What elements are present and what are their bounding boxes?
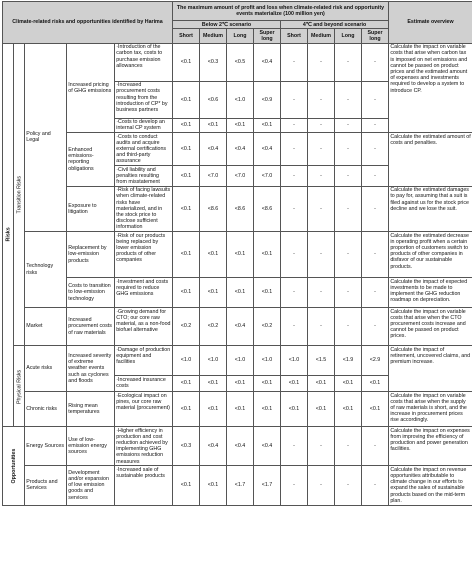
risk-description: ·Increased insurance costs xyxy=(115,376,173,392)
risk-item: Rising mean temperatures xyxy=(67,392,115,427)
value-cell: - xyxy=(308,427,335,466)
table-body xyxy=(3,43,473,505)
group-physical-risks xyxy=(14,346,25,427)
value-cell: <1.7 xyxy=(254,466,281,505)
value-cell: <0.4 xyxy=(200,133,227,166)
value-cell: <0.1 xyxy=(335,376,362,392)
value-cell: <0.1 xyxy=(200,392,227,427)
category-chronic-risks: Chronic risks xyxy=(25,392,67,427)
value-cell: <0.4 xyxy=(200,427,227,466)
value-cell: <0.1 xyxy=(362,376,389,392)
value-cell: - xyxy=(308,186,335,231)
category-market: Market xyxy=(25,308,67,346)
value-cell: - xyxy=(362,166,389,187)
value-cell: <0.1 xyxy=(254,278,281,308)
risk-item: Use of low-emission energy sources xyxy=(67,427,115,466)
value-cell: <0.2 xyxy=(254,308,281,346)
value-cell: <0.1 xyxy=(281,376,308,392)
group-physical-risks-label: Physical Risks xyxy=(15,368,22,404)
value-cell: <0.3 xyxy=(200,43,227,81)
estimate-overview: Calculate the impact on expenses from improving the efficiency of production and power generation facilities. xyxy=(389,427,472,466)
value-cell: <0.1 xyxy=(173,466,200,505)
value-cell: <0.1 xyxy=(200,278,227,308)
value-cell: <0.1 xyxy=(200,376,227,392)
value-cell: <0.1 xyxy=(227,376,254,392)
value-cell: <0.1 xyxy=(254,118,281,132)
group-opportunities-label: Opportunities xyxy=(10,448,17,484)
header-medium: Medium xyxy=(200,29,227,43)
value-cell: <0.4 xyxy=(254,133,281,166)
group-risks xyxy=(3,43,14,426)
table-row xyxy=(3,346,473,376)
value-cell: - xyxy=(335,278,362,308)
risk-description: ·Ecological impact on pines, our core raw material (procurement) xyxy=(115,392,173,427)
value-cell: - xyxy=(281,133,308,166)
risk-description: ·Damage of production equipment and facilities xyxy=(115,346,173,376)
value-cell: - xyxy=(308,133,335,166)
category-technology-risks: Technology risks xyxy=(25,232,67,308)
header-4c: 4℃ and beyond scenario xyxy=(281,21,389,29)
value-cell: - xyxy=(281,43,308,81)
climate-risk-table xyxy=(2,1,472,506)
risk-description: ·Costs to develop an internal CP system xyxy=(115,118,173,132)
value-cell: <0.5 xyxy=(227,43,254,81)
category-products-services: Products and Services xyxy=(25,466,67,505)
estimate-overview: Calculate the impact on variable costs that arise when the supply of raw materials is short, and the increase in procurement prices rise accordingly. xyxy=(389,392,472,427)
value-cell: <0.4 xyxy=(227,133,254,166)
value-cell: - xyxy=(335,427,362,466)
value-cell: - xyxy=(335,43,362,81)
value-cell: <0.4 xyxy=(254,427,281,466)
value-cell: - xyxy=(281,118,308,132)
table-row xyxy=(3,427,473,466)
risk-item: Enhanced emissions-reporting obligations xyxy=(67,133,115,187)
value-cell: <1.0 xyxy=(173,346,200,376)
risk-description: ·Risk of facing lawsuits when climate-related risks have materialized, and in the stock price to disclose sufficient information xyxy=(115,186,173,231)
header-short: Short xyxy=(281,29,308,43)
value-cell: <0.3 xyxy=(173,427,200,466)
value-cell: <1.5 xyxy=(308,346,335,376)
value-cell: - xyxy=(335,166,362,187)
value-cell: <0.1 xyxy=(254,392,281,427)
estimate-overview: Calculate the impact of expected investments to be made to implement the GHG reduction roadmap on depreciation. xyxy=(389,278,472,308)
category-policy-legal: Policy and Legal xyxy=(25,43,67,231)
value-cell: - xyxy=(281,232,308,278)
estimate-overview: Calculate the impact on variable costs that arise when carbon tax is imposed on net emissions and cannot be passed on product prices and the estimated amount of expenses and investments required to develop a system to introduce CP. xyxy=(389,43,472,132)
value-cell: - xyxy=(308,232,335,278)
value-cell: - xyxy=(281,186,308,231)
category-energy-sources: Energy Sources xyxy=(25,427,67,466)
header-short: Short xyxy=(173,29,200,43)
risk-description: ·Growing demand for CTO; our core raw material, as a non-food biofuel alternative xyxy=(115,308,173,346)
value-cell: <1.7 xyxy=(227,466,254,505)
group-opportunities xyxy=(3,427,25,505)
group-risks-label: Risks xyxy=(4,227,11,242)
header-superlong: Super long xyxy=(254,29,281,43)
header-superlong: Super long xyxy=(362,29,389,43)
value-cell: - xyxy=(362,278,389,308)
value-cell: <1.0 xyxy=(281,346,308,376)
value-cell: - xyxy=(308,43,335,81)
value-cell: - xyxy=(281,166,308,187)
value-cell: - xyxy=(335,118,362,132)
value-cell: - xyxy=(362,118,389,132)
value-cell: <0.1 xyxy=(254,376,281,392)
value-cell: - xyxy=(362,133,389,166)
value-cell: <0.1 xyxy=(173,133,200,166)
risk-description: ·Investment and costs required to reduce GHG emissions xyxy=(115,278,173,308)
risk-item: Replacement by low-emission products xyxy=(67,232,115,278)
value-cell: - xyxy=(362,186,389,231)
value-cell: <0.2 xyxy=(173,308,200,346)
category-acute-risks: Acute risks xyxy=(25,346,67,392)
value-cell: - xyxy=(362,43,389,81)
value-cell: <0.1 xyxy=(308,376,335,392)
value-cell: <0.1 xyxy=(173,43,200,81)
value-cell: - xyxy=(335,81,362,118)
header-long: Long xyxy=(335,29,362,43)
estimate-overview: Calculate the estimated damages to pay for, assuming that a suit is filed against us for the stock price decline and we lose the suit. xyxy=(389,186,472,231)
estimate-overview: Calculate the impact on revenue opportunities attributable to climate change in our efforts to expand the sales of sustainable products based on the mid-term plan. xyxy=(389,466,472,505)
value-cell: <1.0 xyxy=(254,346,281,376)
value-cell: <7.0 xyxy=(227,166,254,187)
header-max-amount: The maximum amount of profit and loss when climate-related risk and opportunity events materialize (100 million yen) xyxy=(173,2,389,21)
group-transition-risks-label: Transition Risks xyxy=(15,175,22,214)
risk-description: ·Civil liability and penalties resulting from misstatement xyxy=(115,166,173,187)
value-cell: <7.0 xyxy=(200,166,227,187)
value-cell: - xyxy=(308,166,335,187)
value-cell: - xyxy=(281,427,308,466)
value-cell: - xyxy=(335,133,362,166)
value-cell: <1.0 xyxy=(227,81,254,118)
table-row xyxy=(3,308,473,346)
risk-description: ·Costs to conduct audits and acquire external certifications and third-party assurance xyxy=(115,133,173,166)
header-estimate-overview: Estimate overview xyxy=(389,2,472,44)
value-cell: - xyxy=(335,466,362,505)
value-cell: - xyxy=(362,81,389,118)
value-cell: <7.0 xyxy=(254,166,281,187)
value-cell: - xyxy=(335,186,362,231)
table-row xyxy=(3,278,473,308)
risk-item: Increased procurement costs of raw materials xyxy=(67,308,115,346)
value-cell: - xyxy=(308,81,335,118)
value-cell: - xyxy=(335,232,362,278)
risk-description: ·Introduction of the carbon tax, costs to purchase emission allowances xyxy=(115,43,173,81)
table-row xyxy=(3,186,473,231)
estimate-overview: Calculate the estimated decrease in operating profit when a certain proportion of customers switch to products of other companies in disfavor of our sustainable products. xyxy=(389,232,472,278)
header-below-2c: Below 2℃ scenario xyxy=(173,21,281,29)
value-cell: - xyxy=(281,81,308,118)
value-cell: <0.1 xyxy=(200,118,227,132)
value-cell: <0.1 xyxy=(173,186,200,231)
value-cell: - xyxy=(362,466,389,505)
value-cell: <0.1 xyxy=(254,232,281,278)
value-cell: <8.6 xyxy=(254,186,281,231)
value-cell: - xyxy=(308,466,335,505)
value-cell: - xyxy=(362,427,389,466)
value-cell: <0.1 xyxy=(200,466,227,505)
value-cell: <1.0 xyxy=(227,346,254,376)
table-row xyxy=(3,133,473,166)
value-cell: <0.1 xyxy=(227,392,254,427)
value-cell: - xyxy=(308,118,335,132)
value-cell: <0.1 xyxy=(173,232,200,278)
value-cell: <0.1 xyxy=(362,392,389,427)
risk-item: Increased pricing of GHG emissions xyxy=(67,43,115,132)
table-row xyxy=(3,43,473,81)
value-cell: - xyxy=(308,308,335,346)
value-cell: <0.1 xyxy=(173,118,200,132)
value-cell: <0.1 xyxy=(200,232,227,278)
value-cell: - xyxy=(362,232,389,278)
risk-description: ·Higher efficiency in production and cost reduction achieved by implementing GHG emissions reduction measures xyxy=(115,427,173,466)
value-cell: - xyxy=(281,278,308,308)
value-cell: <0.4 xyxy=(254,43,281,81)
value-cell: - xyxy=(308,278,335,308)
value-cell: <0.1 xyxy=(173,278,200,308)
value-cell: <0.1 xyxy=(227,232,254,278)
risk-description: ·Increased procurement costs resulting from the introduction of CP* by business partners xyxy=(115,81,173,118)
table-row xyxy=(3,232,473,278)
value-cell: - xyxy=(335,308,362,346)
value-cell: <0.1 xyxy=(335,392,362,427)
value-cell: <0.1 xyxy=(227,118,254,132)
value-cell: <0.4 xyxy=(227,308,254,346)
risk-item: Exposure to litigation xyxy=(67,186,115,231)
group-transition-risks xyxy=(14,43,25,345)
risk-table-container xyxy=(2,1,472,562)
value-cell: <8.6 xyxy=(200,186,227,231)
value-cell: <0.1 xyxy=(173,376,200,392)
table-row xyxy=(3,466,473,505)
risk-description: ·Risk of our products being replaced by lower emission products of other companies xyxy=(115,232,173,278)
value-cell: <0.1 xyxy=(173,81,200,118)
value-cell: <0.4 xyxy=(227,427,254,466)
header-medium: Medium xyxy=(308,29,335,43)
value-cell: <1.0 xyxy=(200,346,227,376)
value-cell: <0.6 xyxy=(200,81,227,118)
value-cell: <1.9 xyxy=(335,346,362,376)
estimate-overview: Calculate the impact of retirement, uncovered claims, and premium increase. xyxy=(389,346,472,392)
value-cell: <0.1 xyxy=(281,392,308,427)
header-long: Long xyxy=(227,29,254,43)
value-cell: <0.9 xyxy=(254,81,281,118)
value-cell: - xyxy=(362,308,389,346)
value-cell: <0.1 xyxy=(173,166,200,187)
value-cell: <0.2 xyxy=(200,308,227,346)
value-cell: <8.6 xyxy=(227,186,254,231)
risk-item: Costs to transition to low-emission technology xyxy=(67,278,115,308)
table-row xyxy=(3,392,473,427)
risk-item: Increased severity of extreme weather events such as cyclones and floods xyxy=(67,346,115,392)
estimate-overview: Calculate the impact on variable costs that arise when the CTO procurement costs increase and cannot be passed on product prices. xyxy=(389,308,472,346)
value-cell: <0.1 xyxy=(227,278,254,308)
value-cell: <0.1 xyxy=(308,392,335,427)
value-cell: <0.1 xyxy=(173,392,200,427)
value-cell: - xyxy=(281,308,308,346)
risk-item: Development and/or expansion of low emission goods and services xyxy=(67,466,115,505)
header-risks-opportunities: Climate-related risks and opportunities identified by Harima xyxy=(3,2,173,44)
estimate-overview: Calculate the estimated amount of costs and penalties. xyxy=(389,133,472,187)
value-cell: - xyxy=(281,466,308,505)
risk-description: ·Increased sale of sustainable products xyxy=(115,466,173,505)
value-cell: <2.9 xyxy=(362,346,389,376)
